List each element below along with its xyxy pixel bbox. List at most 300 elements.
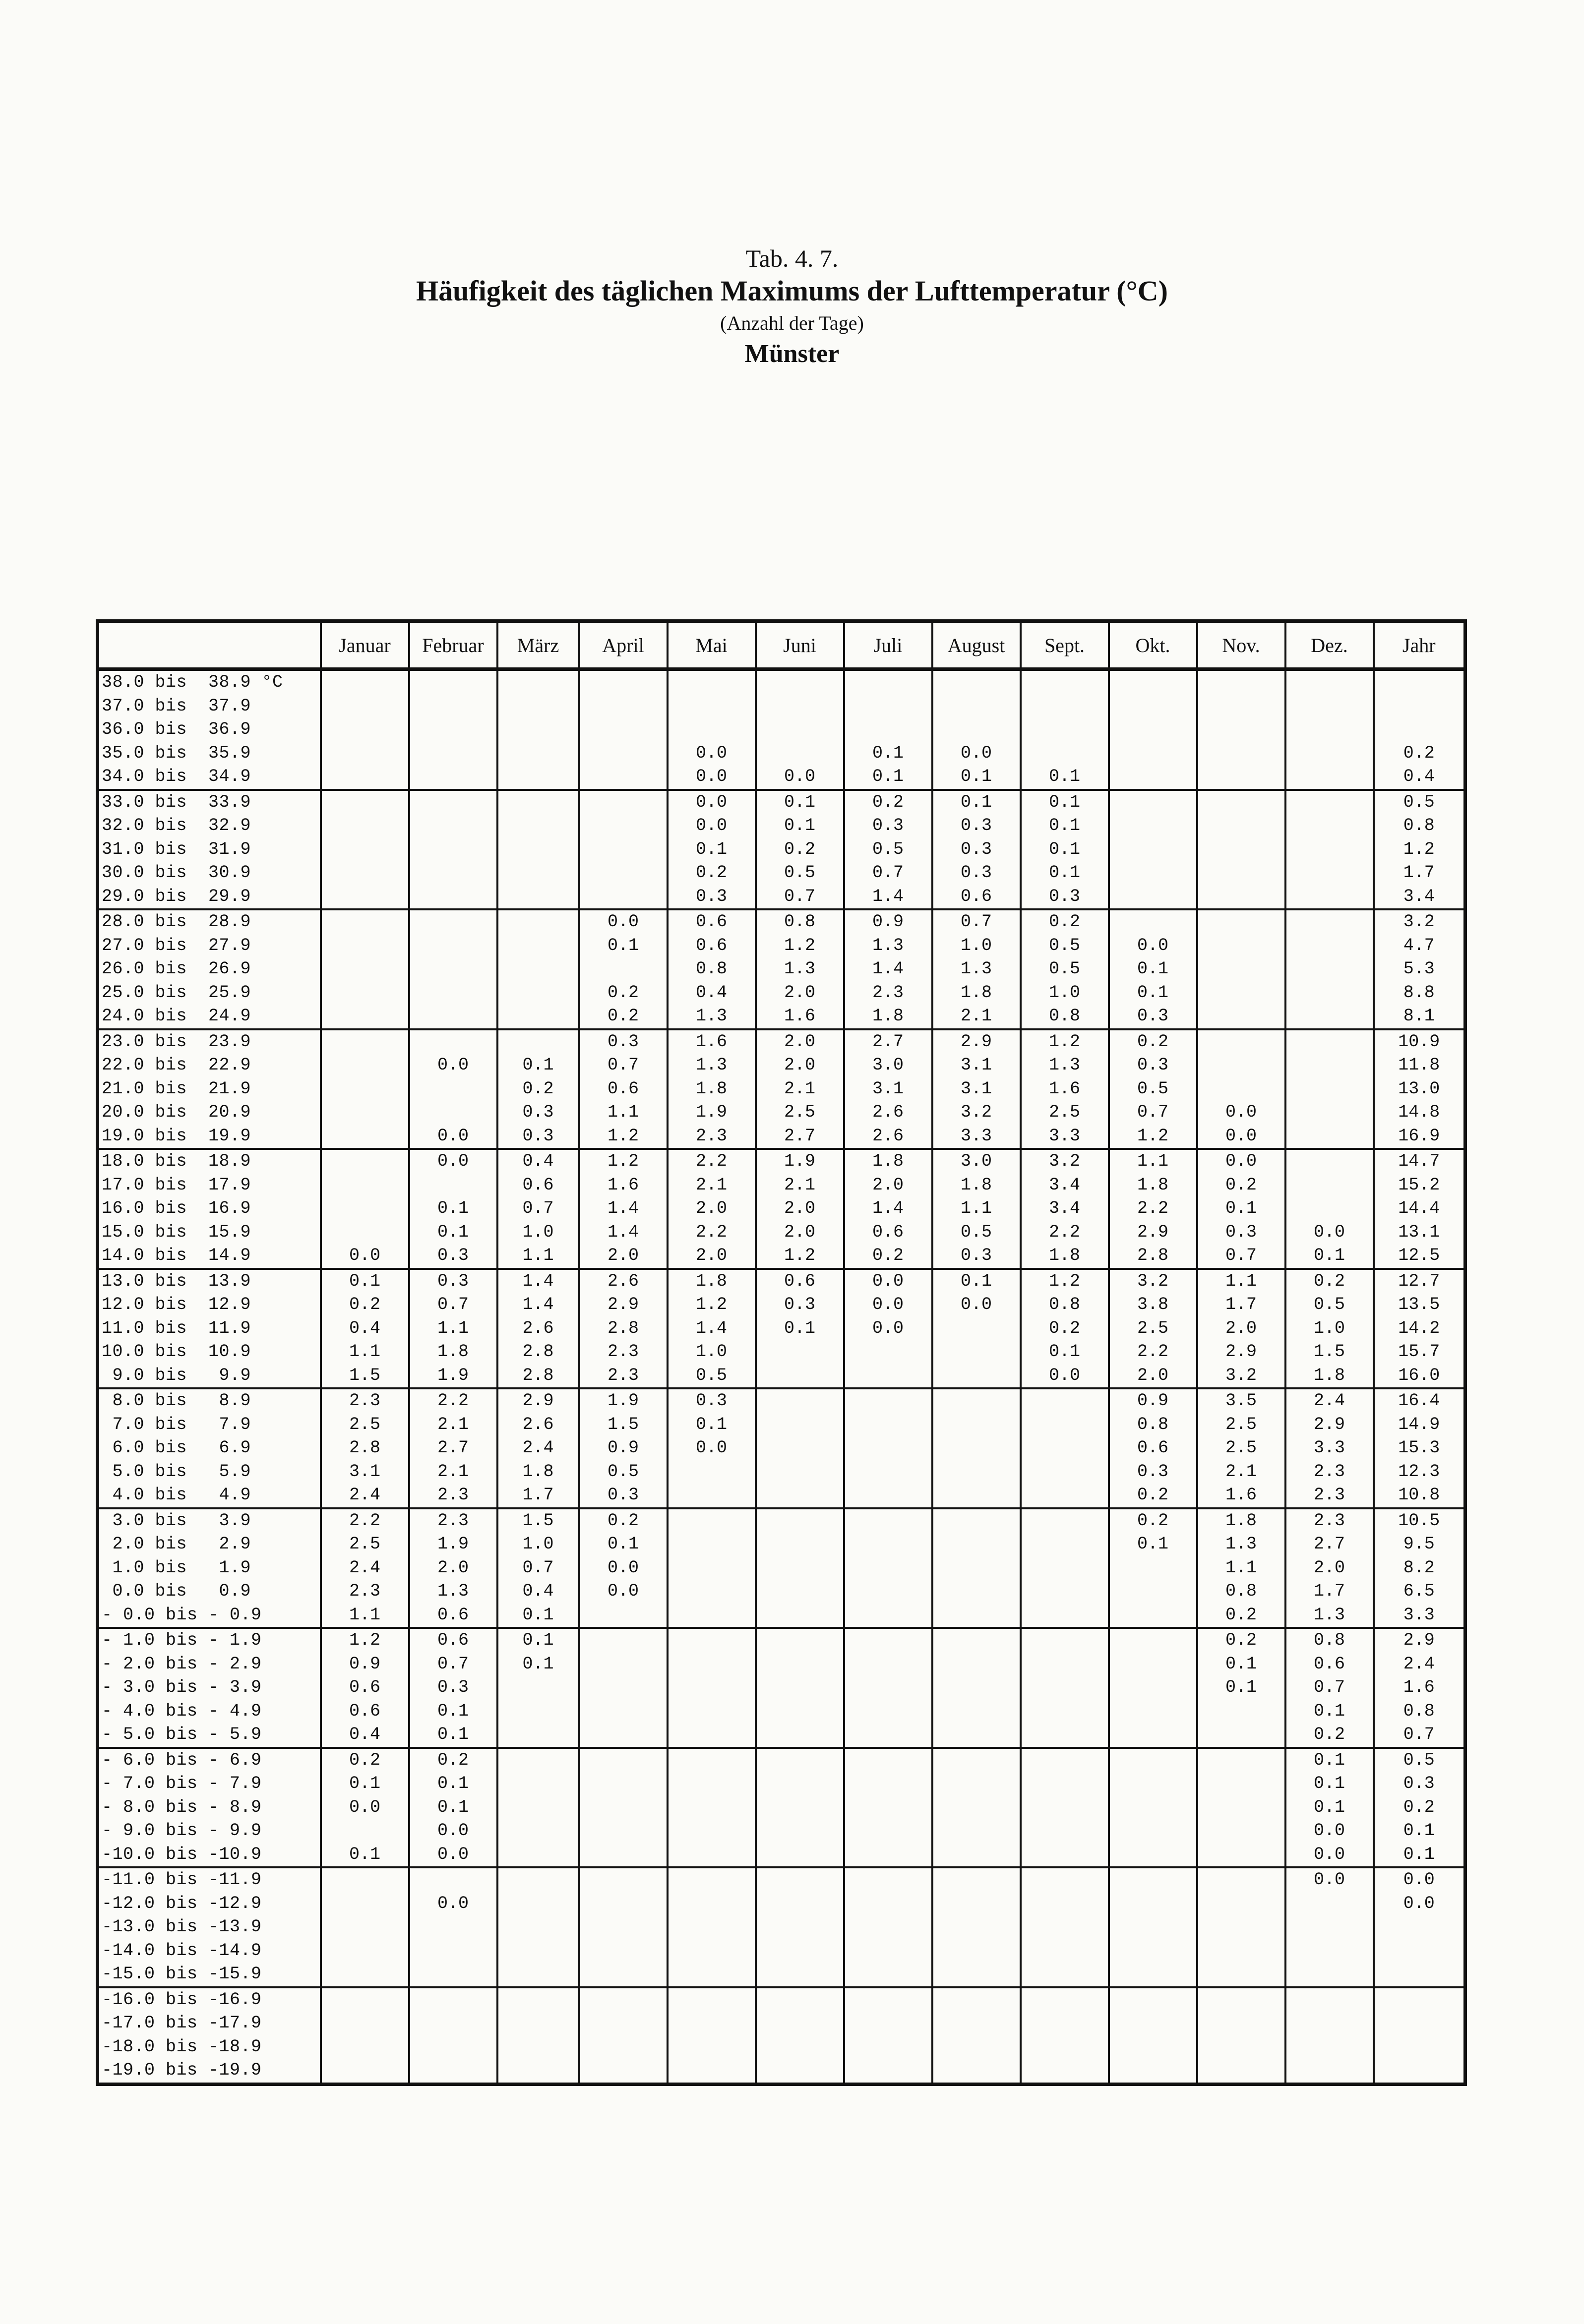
frequency-cell: 1.2 (321, 1628, 409, 1653)
frequency-cell (497, 1987, 579, 2012)
frequency-cell (1021, 1508, 1109, 1533)
frequency-cell (1285, 2012, 1374, 2035)
frequency-cell (1109, 1987, 1197, 2012)
frequency-cell: 2.3 (1285, 1508, 1374, 1533)
frequency-cell (1109, 695, 1197, 718)
frequency-cell (1021, 1772, 1109, 1796)
frequency-cell (844, 2012, 932, 2035)
frequency-cell (321, 1197, 409, 1221)
frequency-cell (579, 1653, 668, 1676)
frequency-cell (932, 1436, 1021, 1460)
frequency-cell: 0.8 (1197, 1580, 1285, 1604)
frequency-cell (321, 2012, 409, 2035)
frequency-cell: 0.3 (932, 814, 1021, 838)
frequency-cell: 16.0 (1374, 1364, 1465, 1389)
frequency-cell (668, 1796, 756, 1820)
frequency-cell: 1.0 (497, 1533, 579, 1556)
temperature-range: 23.0 bis 23.9 (98, 1029, 321, 1054)
table-row (98, 1748, 1465, 1773)
temperature-range: 31.0 bis 31.9 (98, 838, 321, 862)
frequency-cell (668, 1676, 756, 1700)
frequency-cell: 1.1 (321, 1340, 409, 1364)
temperature-range: 2.0 bis 2.9 (98, 1533, 321, 1556)
frequency-cell (321, 1149, 409, 1174)
table-row (98, 1580, 1465, 1604)
frequency-cell (668, 1867, 756, 1892)
frequency-cell: 2.0 (756, 981, 844, 1005)
frequency-cell: 0.1 (1285, 1244, 1374, 1269)
frequency-cell: 1.8 (844, 1005, 932, 1029)
frequency-cell (409, 765, 497, 790)
col-sept: Sept. (1021, 621, 1109, 669)
frequency-cell: 13.1 (1374, 1221, 1465, 1245)
table-row (98, 1388, 1465, 1413)
table-row (98, 1436, 1465, 1460)
temperature-range: 32.0 bis 32.9 (98, 814, 321, 838)
frequency-cell: 0.2 (756, 838, 844, 862)
frequency-cell (409, 2012, 497, 2035)
frequency-cell: 0.3 (1374, 1772, 1465, 1796)
frequency-cell (409, 742, 497, 766)
frequency-cell (409, 1867, 497, 1892)
frequency-cell: 3.1 (321, 1460, 409, 1484)
frequency-cell (932, 1915, 1021, 1939)
frequency-cell (844, 1892, 932, 1916)
frequency-cell: 0.2 (579, 981, 668, 1005)
frequency-cell (1197, 861, 1285, 885)
frequency-cell: 0.7 (1285, 1676, 1374, 1700)
frequency-cell (1021, 1436, 1109, 1460)
frequency-cell: 3.0 (932, 1149, 1021, 1174)
frequency-cell (321, 1819, 409, 1843)
frequency-cell (1285, 1892, 1374, 1916)
frequency-cell (932, 1340, 1021, 1364)
frequency-cell: 0.3 (1021, 885, 1109, 910)
frequency-cell (579, 1867, 668, 1892)
frequency-cell: 1.6 (579, 1174, 668, 1197)
frequency-cell: 0.0 (579, 1556, 668, 1580)
frequency-cell: 2.5 (321, 1533, 409, 1556)
frequency-cell (1197, 1054, 1285, 1077)
frequency-cell (1285, 1197, 1374, 1221)
frequency-cell (1109, 1772, 1197, 1796)
frequency-cell: 15.2 (1374, 1174, 1465, 1197)
frequency-cell (1021, 1796, 1109, 1820)
frequency-cell (756, 1628, 844, 1653)
table-row (98, 695, 1465, 718)
frequency-cell (1109, 1819, 1197, 1843)
frequency-cell (932, 1819, 1021, 1843)
frequency-cell: 16.4 (1374, 1388, 1465, 1413)
frequency-cell: 2.4 (321, 1484, 409, 1508)
frequency-cell (1285, 838, 1374, 862)
table-row (98, 1101, 1465, 1125)
frequency-cell (579, 814, 668, 838)
frequency-cell: 2.3 (409, 1484, 497, 1508)
frequency-cell (579, 1700, 668, 1724)
frequency-cell (579, 1915, 668, 1939)
frequency-cell: 1.1 (1109, 1149, 1197, 1174)
frequency-cell (756, 1748, 844, 1773)
table-row (98, 1939, 1465, 1963)
frequency-cell: 1.6 (1021, 1077, 1109, 1101)
frequency-cell: 0.5 (1021, 957, 1109, 981)
frequency-cell (409, 1987, 497, 2012)
frequency-cell (579, 695, 668, 718)
frequency-cell (1021, 1723, 1109, 1748)
frequency-cell: 2.6 (579, 1269, 668, 1294)
table-row (98, 1772, 1465, 1796)
frequency-cell (321, 1005, 409, 1029)
frequency-cell (668, 2012, 756, 2035)
frequency-cell (1374, 2035, 1465, 2059)
frequency-cell (497, 1748, 579, 1773)
frequency-cell (668, 1987, 756, 2012)
frequency-cell (756, 1388, 844, 1413)
frequency-cell (932, 695, 1021, 718)
frequency-cell: 3.4 (1021, 1197, 1109, 1221)
frequency-cell (844, 1772, 932, 1796)
frequency-cell: 0.2 (1109, 1508, 1197, 1533)
frequency-cell (668, 1628, 756, 1653)
frequency-cell (932, 1484, 1021, 1508)
frequency-cell: 0.3 (844, 814, 932, 838)
frequency-cell (1021, 1892, 1109, 1916)
table-row (98, 742, 1465, 766)
frequency-cell: 2.0 (1285, 1556, 1374, 1580)
frequency-cell (497, 1892, 579, 1916)
temperature-range: - 1.0 bis - 1.9 (98, 1628, 321, 1653)
temperature-range: -17.0 bis -17.9 (98, 2012, 321, 2035)
frequency-cell: 1.2 (756, 1244, 844, 1269)
frequency-cell: 1.5 (579, 1413, 668, 1437)
temperature-range: 20.0 bis 20.9 (98, 1101, 321, 1125)
temperature-range: 0.0 bis 0.9 (98, 1580, 321, 1604)
frequency-cell (1109, 1700, 1197, 1724)
frequency-cell: 0.7 (932, 909, 1021, 934)
frequency-cell (756, 1604, 844, 1628)
frequency-cell: 0.0 (409, 1054, 497, 1077)
table-row (98, 1413, 1465, 1437)
frequency-cell: 14.2 (1374, 1317, 1465, 1341)
frequency-cell: 0.2 (321, 1748, 409, 1773)
frequency-cell: 1.1 (409, 1317, 497, 1341)
frequency-cell: 2.3 (321, 1388, 409, 1413)
table-row (98, 1915, 1465, 1939)
table-body (98, 669, 1465, 2085)
table-row (98, 1149, 1465, 1174)
table-row (98, 1892, 1465, 1916)
frequency-cell: 0.5 (844, 838, 932, 862)
frequency-cell: 2.5 (1197, 1413, 1285, 1437)
frequency-cell (844, 1364, 932, 1389)
frequency-cell (497, 1723, 579, 1748)
frequency-cell (1285, 765, 1374, 790)
frequency-cell: 0.7 (844, 861, 932, 885)
frequency-cell: 2.8 (497, 1364, 579, 1389)
frequency-cell: 1.8 (1021, 1244, 1109, 1269)
frequency-cell: 2.9 (1197, 1340, 1285, 1364)
frequency-cell: 3.4 (1021, 1174, 1109, 1197)
frequency-cell (756, 1939, 844, 1963)
frequency-cell (668, 1508, 756, 1533)
frequency-cell (1109, 909, 1197, 934)
frequency-cell (932, 1867, 1021, 1892)
frequency-cell: 0.1 (409, 1723, 497, 1748)
frequency-cell (1197, 1029, 1285, 1054)
frequency-cell (844, 1653, 932, 1676)
frequency-cell: 0.2 (1197, 1628, 1285, 1653)
frequency-cell (932, 1963, 1021, 1987)
frequency-cell (668, 1892, 756, 1916)
frequency-cell (321, 885, 409, 910)
table-row (98, 1077, 1465, 1101)
frequency-cell: 1.2 (579, 1125, 668, 1149)
frequency-cell: 0.1 (932, 790, 1021, 815)
frequency-cell: 0.6 (932, 885, 1021, 910)
frequency-cell: 2.5 (321, 1413, 409, 1437)
frequency-cell: 2.0 (756, 1197, 844, 1221)
frequency-cell (844, 1700, 932, 1724)
frequency-cell (756, 669, 844, 695)
frequency-cell: 0.1 (1109, 981, 1197, 1005)
frequency-cell (844, 1987, 932, 2012)
frequency-cell: 0.1 (497, 1653, 579, 1676)
frequency-cell: 1.6 (1197, 1484, 1285, 1508)
frequency-cell: 0.0 (844, 1269, 932, 1294)
frequency-cell: 0.1 (1021, 838, 1109, 862)
frequency-cell (1197, 1892, 1285, 1916)
frequency-cell (932, 1604, 1021, 1628)
frequency-cell: 0.3 (668, 1388, 756, 1413)
frequency-cell (932, 1723, 1021, 1748)
frequency-cell: 0.0 (668, 814, 756, 838)
frequency-cell (1197, 1796, 1285, 1820)
frequency-cell: 2.0 (756, 1054, 844, 1077)
temperature-range: -11.0 bis -11.9 (98, 1867, 321, 1892)
frequency-cell (1285, 934, 1374, 958)
frequency-cell (1109, 861, 1197, 885)
frequency-cell (932, 669, 1021, 695)
frequency-cell (1021, 1460, 1109, 1484)
frequency-cell (1285, 742, 1374, 766)
temperature-range: - 8.0 bis - 8.9 (98, 1796, 321, 1820)
frequency-cell: 0.5 (1374, 790, 1465, 815)
frequency-cell (321, 669, 409, 695)
frequency-cell: 0.1 (1021, 765, 1109, 790)
frequency-cell: 0.0 (1285, 1221, 1374, 1245)
frequency-cell (1374, 1963, 1465, 1987)
frequency-cell (497, 861, 579, 885)
col-august: August (932, 621, 1021, 669)
temperature-range: 25.0 bis 25.9 (98, 981, 321, 1005)
temperature-range: -14.0 bis -14.9 (98, 1939, 321, 1963)
temperature-range: - 7.0 bis - 7.9 (98, 1772, 321, 1796)
frequency-cell: 2.3 (579, 1340, 668, 1364)
frequency-cell: 0.1 (321, 1269, 409, 1294)
frequency-cell: 1.3 (409, 1580, 497, 1604)
frequency-cell: 1.8 (1197, 1508, 1285, 1533)
frequency-cell (1021, 1556, 1109, 1580)
frequency-cell (756, 1867, 844, 1892)
frequency-cell (497, 2012, 579, 2035)
frequency-cell: 0.0 (1197, 1125, 1285, 1149)
frequency-cell (844, 1628, 932, 1653)
frequency-cell (321, 790, 409, 815)
frequency-cell (932, 1939, 1021, 1963)
frequency-cell: 3.2 (932, 1101, 1021, 1125)
frequency-cell (844, 1340, 932, 1364)
frequency-cell: 1.6 (756, 1005, 844, 1029)
frequency-cell (1021, 2059, 1109, 2084)
frequency-cell: 0.8 (1374, 814, 1465, 838)
frequency-cell: 0.6 (321, 1676, 409, 1700)
frequency-cell (1109, 1796, 1197, 1820)
frequency-cell: 0.9 (321, 1653, 409, 1676)
frequency-cell: 1.9 (668, 1101, 756, 1125)
table-row (98, 981, 1465, 1005)
frequency-cell (1374, 1987, 1465, 2012)
frequency-cell (932, 1676, 1021, 1700)
frequency-cell (579, 1628, 668, 1653)
frequency-cell (756, 1676, 844, 1700)
frequency-cell (1374, 2012, 1465, 2035)
frequency-cell (321, 814, 409, 838)
frequency-cell (1374, 2059, 1465, 2084)
frequency-cell: 2.2 (1109, 1197, 1197, 1221)
frequency-cell (932, 1413, 1021, 1437)
frequency-cell (756, 1772, 844, 1796)
temperature-range: 13.0 bis 13.9 (98, 1269, 321, 1294)
col-dez: Dez. (1285, 621, 1374, 669)
frequency-cell (932, 1533, 1021, 1556)
frequency-cell: 1.1 (321, 1604, 409, 1628)
frequency-cell: 2.7 (1285, 1533, 1374, 1556)
frequency-cell (668, 1963, 756, 1987)
frequency-cell: 0.2 (1197, 1174, 1285, 1197)
frequency-cell (1285, 695, 1374, 718)
frequency-cell (932, 1892, 1021, 1916)
frequency-cell (1374, 695, 1465, 718)
frequency-cell (409, 790, 497, 815)
table-row (98, 790, 1465, 815)
frequency-cell: 0.1 (1021, 814, 1109, 838)
frequency-cell (756, 1364, 844, 1389)
frequency-cell: 0.4 (497, 1580, 579, 1604)
frequency-cell (409, 861, 497, 885)
table-row (98, 885, 1465, 910)
frequency-cell: 1.3 (932, 957, 1021, 981)
frequency-cell: 0.7 (497, 1556, 579, 1580)
frequency-cell: 0.4 (668, 981, 756, 1005)
table-row (98, 814, 1465, 838)
frequency-cell (756, 1340, 844, 1364)
frequency-cell (844, 1963, 932, 1987)
frequency-cell: 3.2 (1374, 909, 1465, 934)
frequency-cell: 0.1 (579, 934, 668, 958)
frequency-cell (579, 2012, 668, 2035)
frequency-cell (409, 981, 497, 1005)
frequency-cell: 0.1 (1021, 790, 1109, 815)
frequency-cell: 2.5 (1197, 1436, 1285, 1460)
frequency-cell (497, 1029, 579, 1054)
table-row (98, 1174, 1465, 1197)
frequency-cell (1197, 1748, 1285, 1773)
frequency-cell: 2.2 (1109, 1340, 1197, 1364)
frequency-cell (1285, 2035, 1374, 2059)
frequency-cell (1109, 838, 1197, 862)
frequency-cell (1285, 814, 1374, 838)
frequency-cell: 0.1 (1197, 1653, 1285, 1676)
frequency-cell (1285, 861, 1374, 885)
table-row (98, 1796, 1465, 1820)
frequency-cell: 0.8 (1109, 1413, 1197, 1437)
frequency-cell: 3.1 (932, 1054, 1021, 1077)
frequency-cell (932, 1700, 1021, 1724)
frequency-cell: 0.3 (409, 1269, 497, 1294)
frequency-cell: 1.2 (579, 1149, 668, 1174)
frequency-cell: 15.3 (1374, 1436, 1465, 1460)
frequency-cell: 1.1 (1197, 1269, 1285, 1294)
corner-cell (98, 621, 321, 669)
frequency-cell (579, 1892, 668, 1916)
frequency-cell: 0.9 (579, 1436, 668, 1460)
frequency-cell: 0.1 (321, 1772, 409, 1796)
table-row (98, 1723, 1465, 1748)
table-row (98, 1963, 1465, 1987)
temperature-range: -18.0 bis -18.9 (98, 2035, 321, 2059)
frequency-cell (497, 1005, 579, 1029)
frequency-cell (932, 1460, 1021, 1484)
frequency-cell: 0.1 (409, 1772, 497, 1796)
frequency-cell (497, 838, 579, 862)
table-row (98, 718, 1465, 742)
frequency-cell (932, 2059, 1021, 2084)
frequency-cell (1285, 909, 1374, 934)
frequency-cell (668, 1484, 756, 1508)
temperature-range: - 0.0 bis - 0.9 (98, 1604, 321, 1628)
frequency-cell: 15.7 (1374, 1340, 1465, 1364)
frequency-cell (1109, 765, 1197, 790)
frequency-cell (579, 861, 668, 885)
frequency-cell: 3.3 (932, 1125, 1021, 1149)
temperature-range: 37.0 bis 37.9 (98, 695, 321, 718)
frequency-cell (1021, 1867, 1109, 1892)
frequency-cell: 8.1 (1374, 1005, 1465, 1029)
col-juli: Juli (844, 621, 932, 669)
frequency-cell: 0.1 (1285, 1796, 1374, 1820)
frequency-cell (321, 695, 409, 718)
frequency-cell: 1.0 (668, 1340, 756, 1364)
table-row (98, 1676, 1465, 1700)
frequency-cell (579, 1939, 668, 1963)
frequency-cell (668, 1460, 756, 1484)
frequency-cell (579, 1748, 668, 1773)
frequency-cell (844, 1604, 932, 1628)
page-header (0, 243, 1584, 370)
frequency-cell: 14.8 (1374, 1101, 1465, 1125)
frequency-cell (844, 1388, 932, 1413)
frequency-cell (756, 1843, 844, 1868)
temperature-range: -19.0 bis -19.9 (98, 2059, 321, 2084)
frequency-cell (1197, 1772, 1285, 1796)
frequency-cell: 2.3 (1285, 1484, 1374, 1508)
frequency-cell (1109, 1604, 1197, 1628)
frequency-cell: 0.1 (497, 1054, 579, 1077)
frequency-cell: 0.8 (1021, 1005, 1109, 1029)
frequency-cell: 0.6 (409, 1628, 497, 1653)
frequency-cell: 12.5 (1374, 1244, 1465, 1269)
